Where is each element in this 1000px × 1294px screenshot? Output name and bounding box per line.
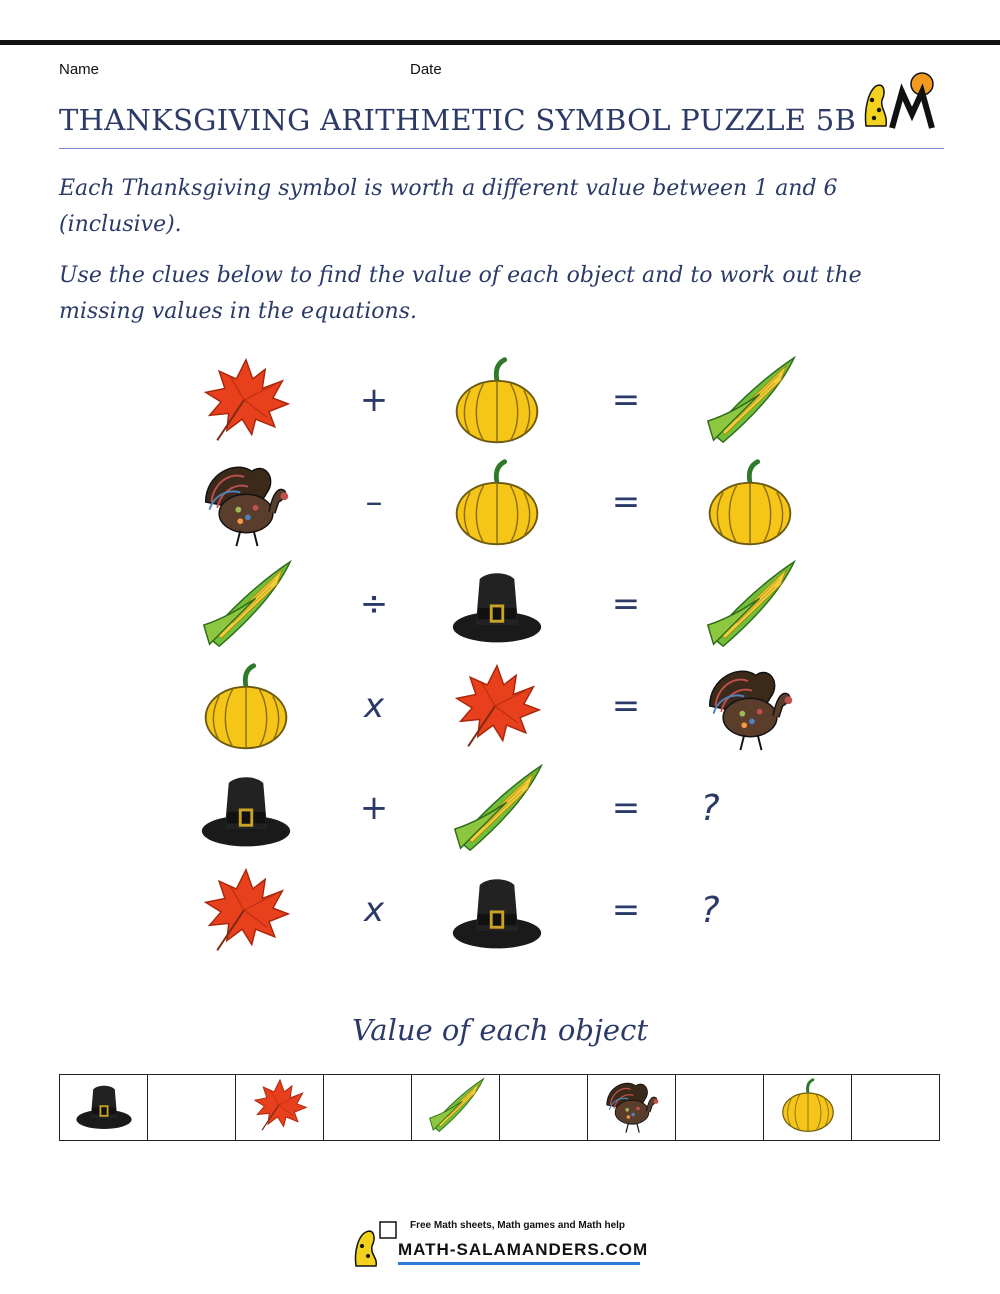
equation-2-result <box>700 452 800 552</box>
instruction-paragraph-1: Each Thanksgiving symbol is worth a different value between 1 and 6 (inclusive). <box>59 176 838 237</box>
equation-5-right <box>447 758 547 858</box>
hat-icon <box>198 760 294 856</box>
equation-6-right <box>447 860 547 960</box>
equation-6-left <box>196 860 296 960</box>
hat-icon <box>449 862 545 958</box>
corn-icon <box>449 760 545 856</box>
equation-1-right <box>447 350 547 450</box>
unknown-result: ? <box>700 889 720 931</box>
pumpkin-icon <box>702 454 798 550</box>
leaf-icon <box>449 658 545 754</box>
corn-icon <box>702 556 798 652</box>
equals-sign: = <box>611 584 641 624</box>
equation-3-left <box>196 554 296 654</box>
values-table <box>59 1074 940 1141</box>
footer-tagline: Free Math sheets, Math games and Math help <box>410 1220 626 1231</box>
equation-1-result <box>700 350 800 450</box>
values-row <box>60 1075 940 1141</box>
corn-icon <box>702 352 798 448</box>
equation-4-left <box>196 656 296 756</box>
operator-symbol: + <box>359 788 389 828</box>
equals-sign: = <box>611 380 641 420</box>
operator-symbol: ÷ <box>359 584 389 624</box>
footer-salamander-icon <box>350 1218 400 1268</box>
page-title: THANKSGIVING ARITHMETIC SYMBOL PUZZLE 5B <box>59 103 857 137</box>
footer-underline <box>398 1262 640 1265</box>
corn-icon <box>426 1075 486 1135</box>
date-label: Date <box>410 61 442 78</box>
equation-3-result <box>700 554 800 654</box>
equals-sign: = <box>611 788 641 828</box>
turkey-icon <box>602 1075 662 1135</box>
instruction-paragraph-2: Use the clues below to find the value of each object and to work out the missing values in the equations. <box>59 263 862 324</box>
footer-site-link[interactable]: MATH-SALAMANDERS.COM <box>398 1240 649 1259</box>
unknown-result: ? <box>700 787 720 829</box>
equals-sign: = <box>611 890 641 930</box>
operator-symbol: – <box>365 482 383 522</box>
pumpkin-icon <box>778 1075 838 1135</box>
pumpkin-icon <box>449 454 545 550</box>
value-answer-cell[interactable] <box>500 1075 588 1141</box>
value-object-cell <box>412 1075 500 1141</box>
value-object-cell <box>60 1075 148 1141</box>
pumpkin-icon <box>198 658 294 754</box>
operator-symbol: x <box>363 686 385 726</box>
value-answer-cell[interactable] <box>148 1075 236 1141</box>
equation-5-result[interactable] <box>700 758 800 858</box>
leaf-icon <box>250 1075 310 1135</box>
leaf-icon <box>198 352 294 448</box>
salamander-logo-icon <box>862 70 944 130</box>
operator-symbol: + <box>359 380 389 420</box>
leaf-icon <box>198 862 294 958</box>
equation-1-left <box>196 350 296 450</box>
value-answer-cell[interactable] <box>324 1075 412 1141</box>
equation-2-right <box>447 452 547 552</box>
equation-3-right <box>447 554 547 654</box>
hat-icon <box>74 1075 134 1135</box>
equals-sign: = <box>611 482 641 522</box>
name-label: Name <box>59 61 100 78</box>
top-border-line <box>0 40 1000 45</box>
pumpkin-icon <box>449 352 545 448</box>
equation-2-left <box>196 452 296 552</box>
value-answer-cell[interactable] <box>852 1075 940 1141</box>
equation-4-right <box>447 656 547 756</box>
values-section-title: Value of each object <box>352 1013 648 1047</box>
value-object-cell <box>588 1075 676 1141</box>
equals-sign: = <box>611 686 641 726</box>
operator-symbol: x <box>363 890 385 930</box>
turkey-icon <box>702 658 798 754</box>
title-underline <box>59 148 944 149</box>
equation-5-left <box>196 758 296 858</box>
value-answer-cell[interactable] <box>676 1075 764 1141</box>
equation-6-result[interactable] <box>700 860 800 960</box>
turkey-icon <box>198 454 294 550</box>
corn-icon <box>198 556 294 652</box>
value-object-cell <box>236 1075 324 1141</box>
equation-4-result <box>700 656 800 756</box>
value-object-cell <box>764 1075 852 1141</box>
hat-icon <box>449 556 545 652</box>
